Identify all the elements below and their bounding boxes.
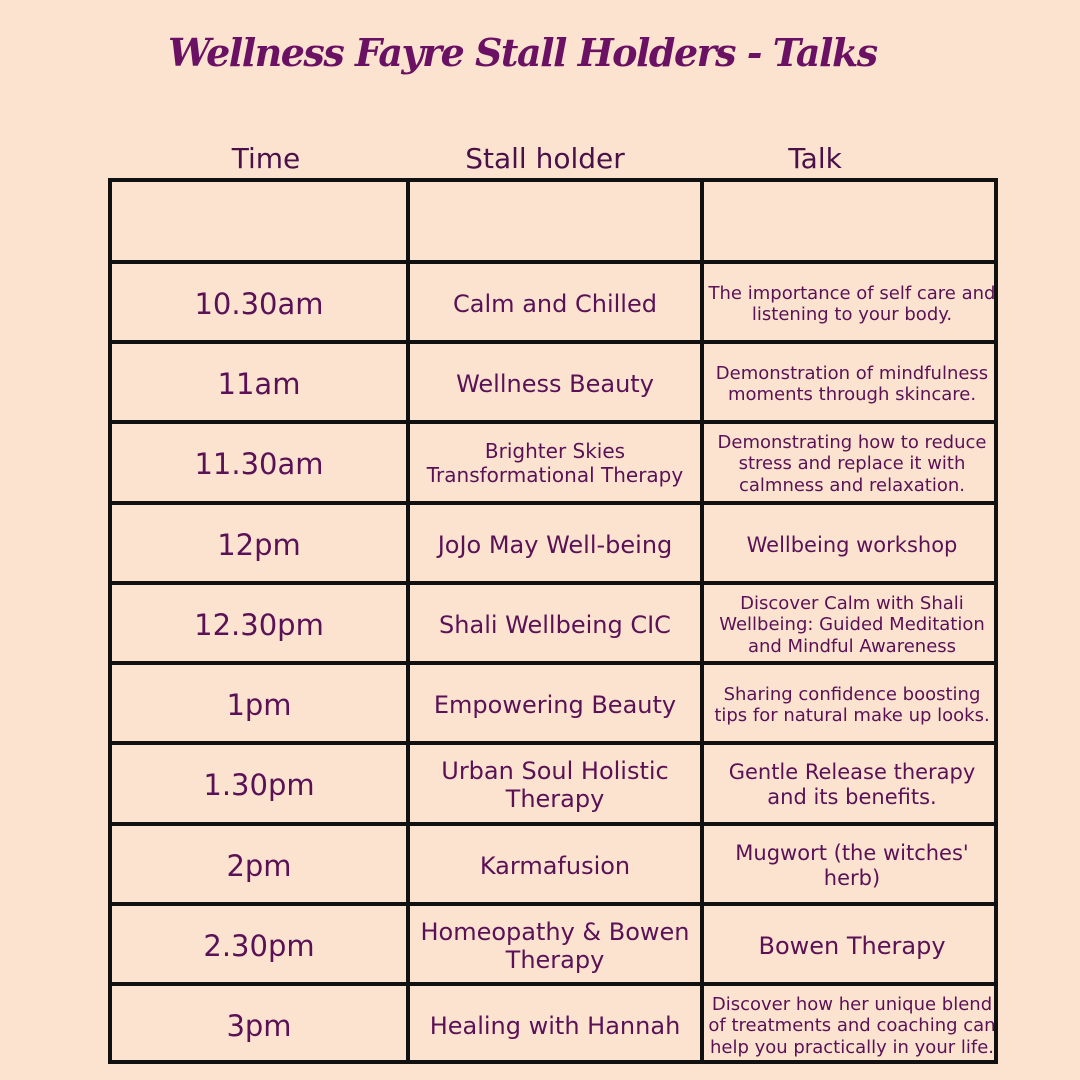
table-row bbox=[112, 826, 994, 906]
talk-cell: Sharing confidence boosting tips for natural make up looks. bbox=[714, 683, 990, 726]
talk-cell: Bowen Therapy bbox=[758, 931, 946, 960]
stall-cell: Shali Wellbeing CIC bbox=[439, 610, 671, 639]
stall-cell: JoJo May Well-being bbox=[437, 530, 673, 559]
time-cell: 3pm bbox=[226, 1008, 292, 1043]
schedule-table bbox=[108, 178, 998, 1064]
time-cell: 11am bbox=[217, 366, 301, 401]
table-row bbox=[112, 264, 994, 344]
table-row bbox=[112, 182, 994, 262]
page-title: Wellness Fayre Stall Holders - Talks bbox=[168, 30, 877, 75]
header-stall-holder: Stall holder bbox=[465, 142, 625, 175]
talk-cell: Demonstrating how to reduce stress and replace it with calmness and relaxation. bbox=[717, 432, 987, 496]
time-cell: 1.30pm bbox=[203, 767, 315, 802]
time-cell: 2pm bbox=[226, 848, 292, 883]
time-cell: 11.30am bbox=[194, 446, 324, 481]
talk-cell bbox=[706, 182, 998, 262]
header-talk: Talk bbox=[788, 142, 842, 175]
time-cell: 1pm bbox=[226, 687, 292, 722]
stall-cell: Brighter Skies Transformational Therapy bbox=[426, 439, 684, 487]
talk-cell: Discover Calm with Shali Wellbeing: Guided Meditation and Mindful Awareness bbox=[719, 593, 985, 657]
talk-cell: Discover how her unique blend of treatments and coaching can help you practically in your life. bbox=[708, 994, 996, 1058]
table-row bbox=[112, 986, 994, 1066]
time-cell: 12pm bbox=[217, 527, 301, 562]
stall-cell: Healing with Hannah bbox=[429, 1011, 681, 1040]
table-row bbox=[112, 665, 994, 745]
table-row bbox=[112, 906, 994, 986]
talk-cell: Mugwort (the witches' herb) bbox=[735, 841, 969, 890]
stall-cell: Homeopathy & Bowen Therapy bbox=[420, 917, 690, 974]
stall-cell: Empowering Beauty bbox=[433, 690, 677, 719]
stall-cell: Urban Soul Holistic Therapy bbox=[441, 756, 669, 813]
time-cell: 2.30pm bbox=[203, 928, 315, 963]
time-cell bbox=[112, 182, 406, 262]
stall-cell: Wellness Beauty bbox=[456, 369, 654, 398]
talk-cell: Demonstration of mindfulness moments through skincare. bbox=[715, 362, 989, 405]
table-row bbox=[112, 424, 994, 504]
stall-cell: Calm and Chilled bbox=[453, 289, 657, 318]
table-row bbox=[112, 745, 994, 825]
talk-cell: Gentle Release therapy and its benefits. bbox=[728, 760, 976, 809]
time-cell: 10.30am bbox=[194, 286, 324, 321]
header-time: Time bbox=[231, 142, 301, 175]
table-row bbox=[112, 344, 994, 424]
table-row bbox=[112, 585, 994, 665]
time-cell: 12.30pm bbox=[194, 607, 324, 642]
stall-cell bbox=[410, 182, 700, 262]
talk-cell: The importance of self care and listening to your body. bbox=[708, 282, 996, 325]
stall-cell: Karmafusion bbox=[479, 851, 631, 880]
talk-cell: Wellbeing workshop bbox=[746, 532, 958, 557]
table-row bbox=[112, 505, 994, 585]
